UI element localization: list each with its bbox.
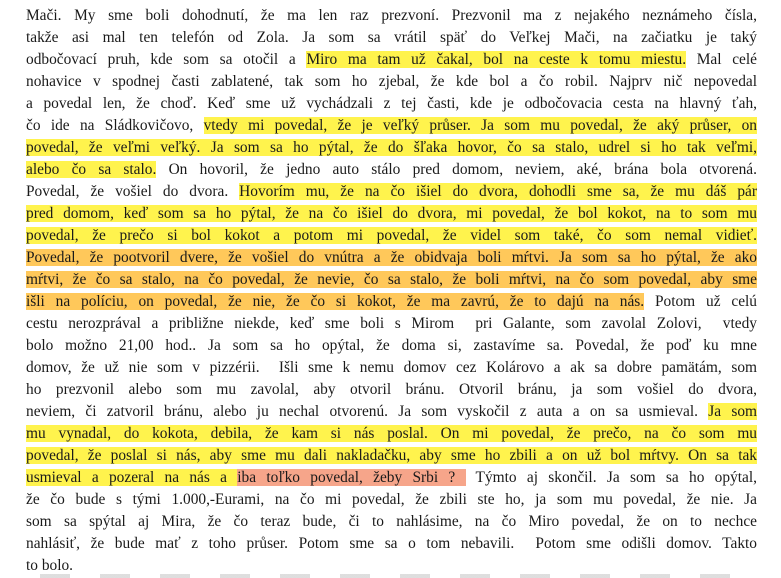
text-segment: Týmto aj skončil. Ja som sa ho opýtal, (465, 469, 757, 486)
text-segment: bolo možno 21,00 hod.. Ja som sa ho opýtal, že doma si, zastavíme sa. Povedal, že poď ku mne (26, 337, 757, 354)
text-line (26, 225, 757, 247)
text-line (26, 533, 757, 555)
text-segment: a povedal len, že choď. Keď sme už vychádzali z tej časti, kde je odbočovacia cesta na hlavný ťah, (26, 95, 757, 112)
text-line (26, 269, 757, 291)
highlighted-text: Ja som (708, 403, 757, 420)
highlighted-text: vtedy mi povedal, že je veľký průser. Ja som mu povedal, že aký průser, on (203, 117, 757, 134)
text-line (26, 137, 757, 159)
highlighted-text: Hovorím mu, že na čo išiel do dvora, dohodli sme sa, že mu dáš pár (239, 183, 757, 200)
text-line (26, 511, 757, 533)
text-segment: neviem, či zatvoril bránu, alebo ju nechal otvorenú. Ja som vyskočil z auta a on sa usmieval. (26, 403, 709, 420)
text-line (26, 291, 757, 313)
text-line (26, 203, 757, 225)
text-segment: som sa spýtal aj Mira, že čo teraz bude, či to nahlásime, na čo Miro povedal, že on to nechce (26, 513, 757, 530)
highlighted-text: iba toľko povedal, žeby Srbi ? (237, 469, 466, 486)
text-segment: Potom už celú (644, 293, 757, 310)
highlighted-text: Povedal, že pootvoril dvere, že vošiel do vnútra a že obidvaja boli mŕtvi. Ja som sa ho pýtal, že ako (26, 249, 757, 266)
text-line (26, 93, 757, 115)
text-segment: že čo bude s tými 1.000,-Eurami, na čo mi povedal, že zbili ste ho, ja som mu povedal, že nie. Ja (26, 491, 757, 508)
text-segment: Mal celé (686, 51, 757, 68)
text-line (26, 467, 757, 489)
text-line (26, 445, 757, 467)
text-segment: to bolo. (26, 557, 74, 574)
text-segment: Povedal, že vošiel do dvora. (26, 183, 240, 200)
text-line (26, 71, 757, 93)
text-line (26, 401, 757, 423)
text-line (26, 423, 757, 445)
text-line (26, 5, 757, 27)
text-line (26, 489, 757, 511)
text-segment: takže asi mal ten telefón od Zola. Ja som sa vrátil späť do Veľkej Mači, na začiatku je taký (26, 29, 757, 46)
text-segment: domov, že už nie som v pizzérii. Išli sme k nemu domov cez Kolárovo a ak sa dobre pamätám, som (26, 359, 757, 376)
text-segment: nahlásiť, že bude mať z toho průser. Potom sme sa o tom nebavili. Potom sme odišli domov. Takto (26, 535, 757, 552)
text-line (26, 357, 757, 379)
highlighted-text: povedal, že prečo si bol kokot a potom mi povedal, že videl som také, čo som nemal vidieť. (26, 227, 757, 244)
text-line (26, 313, 757, 335)
highlighted-text: usmieval a pozeral na nás a (26, 469, 238, 486)
highlighted-text: povedal, že veľmi veľký. Ja som sa ho pýtal, že do šľaka hovor, čo sa stalo, udrel si ho tak veľmi, (26, 139, 757, 156)
highlighted-text: alebo čo sa stalo. (26, 161, 157, 178)
text-segment: čo ide na Sládkovičovo, (26, 117, 204, 134)
text-line (26, 247, 757, 269)
text-line (26, 115, 757, 137)
text-line (26, 27, 757, 49)
text-segment: cestu nerozprával a približne niekde, keď sme boli s Mirom pri Galante, som zavolal Zolovi, vtedy (26, 315, 757, 332)
highlighted-text: mŕtvi, že čo sa stalo, na čo povedal, že nevie, čo sa stalo, že boli mŕtvi, na čo som povedal, aby sme (26, 271, 757, 288)
text-segment: odbočovací pruh, kde som sa otočil a (26, 51, 307, 68)
text-line (26, 379, 757, 401)
text-line (26, 49, 757, 71)
text-segment: ho prezvonil alebo som mu zavolal, aby otvoril bránu. Otvoril bránu, ja som vošiel do dvora, (26, 381, 757, 398)
cut-off-text-line (40, 574, 741, 578)
text-line (26, 159, 757, 181)
text-segment: On hovoril, že jedno auto stálo pred domom, neviem, aké, brána bola otvorená. (156, 161, 757, 178)
highlighted-text: Miro ma tam už čakal, bol na ceste k tomu miestu. (306, 51, 687, 68)
highlighted-text: mu vynadal, do kokota, debila, že kam si nás poslal. On mi povedal, že prečo, na čo som mu (26, 425, 757, 442)
text-segment: Mači. My sme boli dohodnutí, že ma len raz prezvoní. Prezvonil ma z nejakého neznámeho čísla, (26, 7, 757, 24)
highlighted-text: išli na políciu, on povedal, že nie, že čo si kokot, že ma zavrú, že to dajú na nás. (26, 293, 645, 310)
text-segment: nohavice v spodnej časti zablatené, tak som ho zjebal, že kde bol a čo robil. Najprv nič nepovedal (26, 73, 757, 90)
text-line (26, 181, 757, 203)
highlighted-text: pred domom, keď som sa ho pýtal, že na čo išiel do dvora, mi povedal, že bol kokot, na to som mu (26, 205, 757, 222)
text-line (26, 335, 757, 357)
highlighted-text: povedal, že poslal si nás, aby sme mu dali nakladačku, aby sme ho zbili a on už bol mŕtvy. On sa tak (26, 447, 757, 464)
